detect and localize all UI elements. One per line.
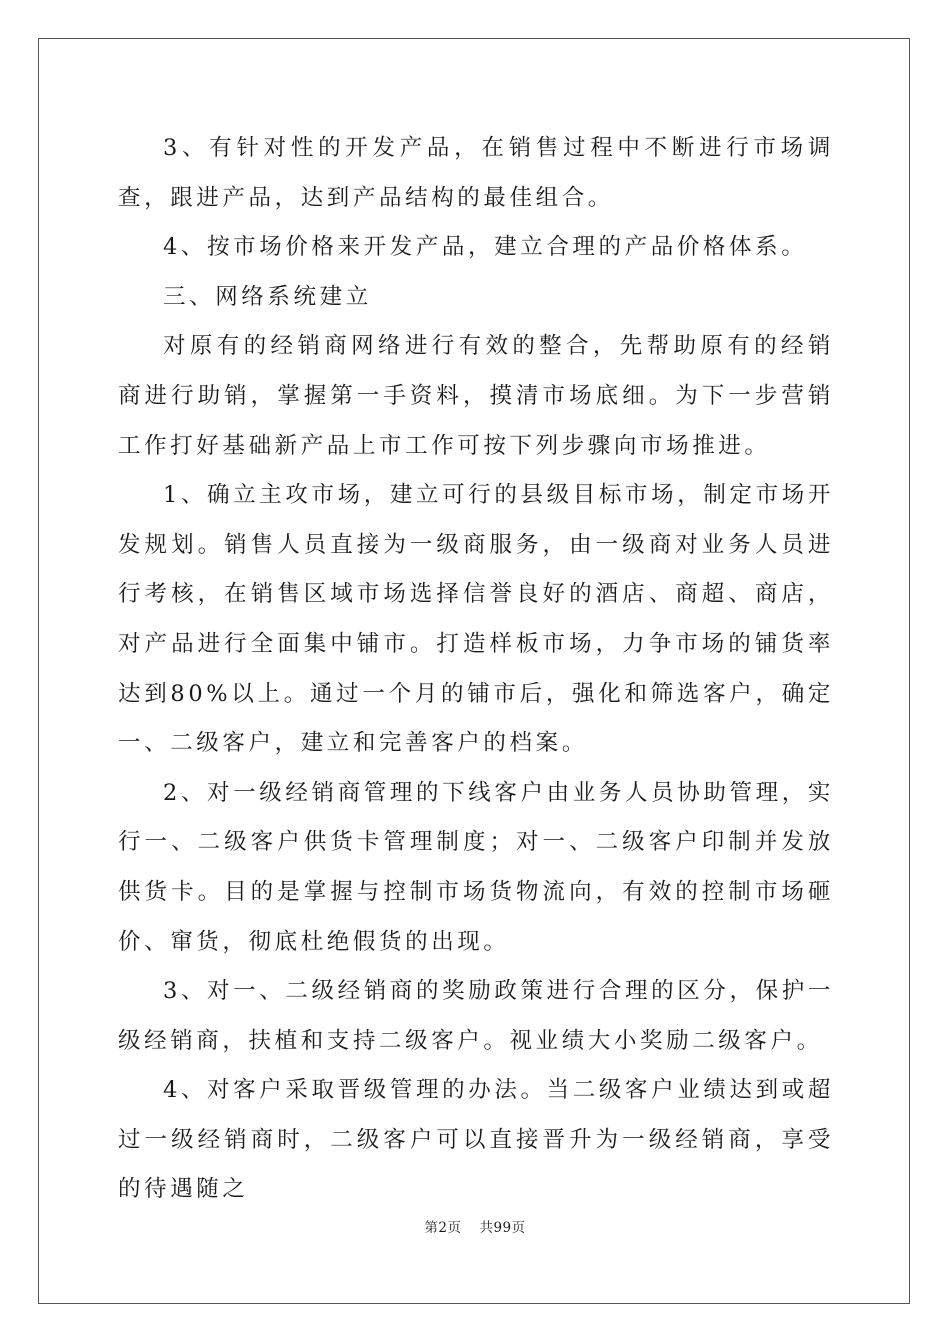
section-heading: 三、网络系统建立 (163, 283, 372, 310)
document-body (118, 124, 834, 1215)
paragraph: 对原有的经销商网络进行有效的整合，先帮助原有的经销商进行助销，掌握第一手资料，摸清市场底细。为下一步营销工作打好基础新产品上市工作可按下列步骤向市场推进。 (118, 333, 834, 459)
page-total: 共99页 (479, 1220, 526, 1236)
paragraph: 3、对一、二级经销商的奖励政策进行合理的区分，保护一级经销商，扶植和支持二级客户。视业绩大小奖励二级客户。 (118, 978, 834, 1054)
paragraph: 3、有针对性的开发产品，在销售过程中不断进行市场调查，跟进产品，达到产品结构的最佳组合。 (118, 135, 834, 211)
paragraph: 2、对一级经销商管理的下线客户由业务人员协助管理，实行一、二级客户供货卡管理制度；对一、二级客户印制并发放供货卡。目的是掌握与控制市场货物流向，有效的控制市场砸价、窜货，彻底杜绝假货的出现。 (118, 779, 834, 955)
page-number: 第2页 (424, 1220, 462, 1236)
paragraph: 4、对客户采取晋级管理的办法。当二级客户业绩达到或超过一级经销商时，二级客户可以直接晋升为一级经销商，享受的待遇随之 (118, 1077, 834, 1203)
page-footer (0, 1216, 950, 1236)
paragraph: 1、确立主攻市场，建立可行的县级目标市场，制定市场开发规划。销售人员直接为一级商服务，由一级商对业务人员进行考核，在销售区域市场选择信誉良好的酒店、商超、商店，对产品进行全面集中铺市。打造样板市场，力争市场的铺货率达到80%以上。通过一个月的铺市后，强化和筛选客户，确定一、二级客户，建立和完善客户的档案。 (118, 482, 834, 757)
paragraph: 4、按市场价格来开发产品，建立合理的产品价格体系。 (163, 234, 808, 261)
